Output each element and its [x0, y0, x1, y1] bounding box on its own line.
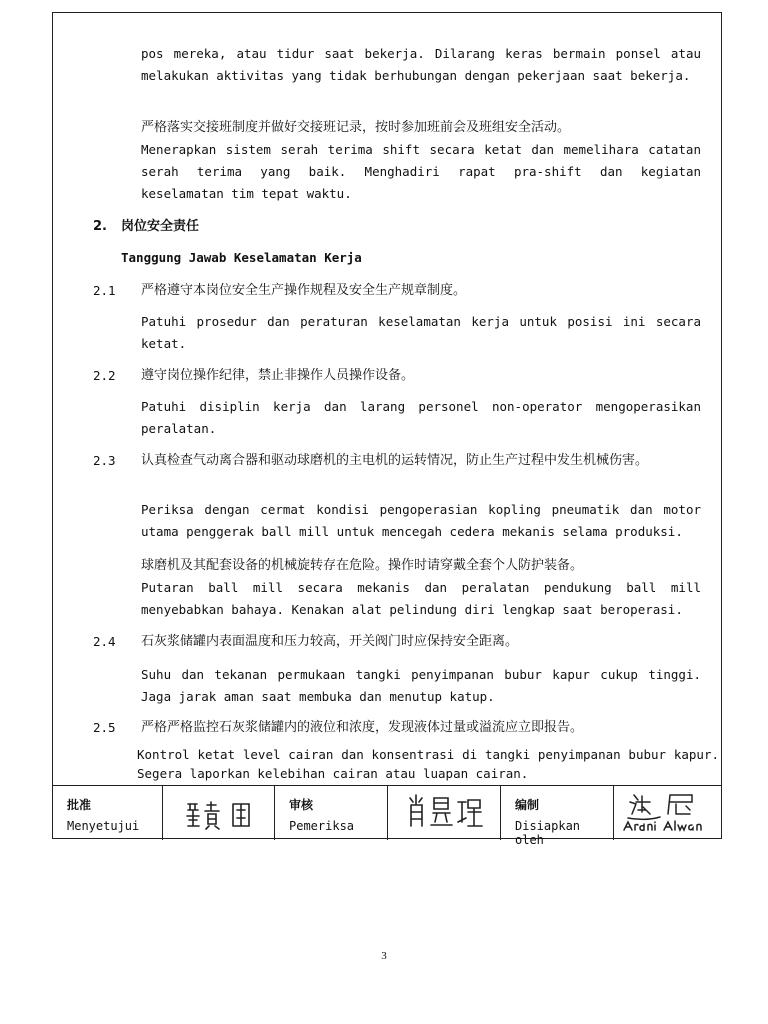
- preparer-signature: [620, 790, 716, 836]
- approver-signature-cell: [163, 786, 275, 840]
- item-en: Patuhi prosedur dan peraturan keselamatan kerja untuk posisi ini secara ketat.: [141, 314, 701, 351]
- document-body: [53, 13, 721, 786]
- review-label-zh: 审核: [289, 798, 314, 812]
- section-title-en: Tanggung Jawab Keselamatan Kerja: [121, 250, 362, 265]
- item-en: Suhu dan tekanan permukaan tangki penyimpanan bubur kapur cukup tinggi. Jaga jarak aman saat membuka dan menutup katup.: [141, 667, 701, 704]
- document-frame: [52, 12, 722, 847]
- item-zh: 严格严格监控石灰浆储罐内的液位和浓度，发现液体过量或溢流应立即报告。: [141, 720, 584, 735]
- intro-paragraph-1: pos mereka, atau tidur saat bekerja. Dilarang keras bermain ponsel atau melakukan aktivitas yang tidak berhubungan dengan pekerjaan saat bekerja.: [141, 46, 701, 83]
- item-zh: 遵守岗位操作纪律，禁止非操作人员操作设备。: [141, 368, 415, 383]
- item-zh: 严格遵守本岗位安全生产操作规程及安全生产规章制度。: [141, 283, 467, 298]
- intro-paragraph-2-en: Menerapkan sistem serah terima shift secara ketat dan memelihara catatan serah terima yang baik. Menghadiri rapat pra-shift dan kegiatan keselamatan tim tepat waktu.: [141, 142, 701, 201]
- item-number: 2.2: [93, 368, 116, 383]
- item-en: Patuhi disiplin kerja dan larang personel non-operator mengoperasikan peralatan.: [141, 399, 701, 436]
- item-en: Kontrol ketat level cairan dan konsentrasi di tangki penyimpanan bubur kapur. Segera laporkan kelebihan cairan atau luapan cairan.: [137, 747, 719, 781]
- item-en-2: Putaran ball mill secara mekanis dan peralatan pendukung ball mill menyebabkan bahaya. Kenakan alat pelindung diri lengkap saat beroperasi.: [141, 580, 701, 617]
- preparer-signature-cell: [614, 786, 721, 840]
- item-zh: 石灰浆储罐内表面温度和压力较高，开关阀门时应保持安全距离。: [141, 634, 519, 649]
- review-label-id: Pemeriksa: [289, 819, 355, 833]
- reviewer-signature-cell: [388, 786, 501, 840]
- approver-signature: [185, 796, 259, 830]
- prepare-label-cell: [501, 786, 614, 847]
- signoff-table: [53, 786, 721, 847]
- item-number: 2.1: [93, 283, 116, 298]
- approve-label-zh: 批准: [67, 798, 92, 812]
- item-number: 2.3: [93, 453, 116, 468]
- intro-paragraph-2-zh: 严格落实交接班制度并做好交接班记录，按时参加班前会及班组安全活动。: [141, 120, 571, 135]
- reviewer-signature: [406, 792, 486, 832]
- section-number: 2.: [93, 219, 107, 234]
- item-en: Periksa dengan cermat kondisi pengoperasian kopling pneumatik dan motor utama penggerak ball mill untuk mencegah cedera mekanis selama produksi.: [141, 502, 701, 539]
- prepare-label-zh: 编制: [515, 798, 540, 812]
- section-title-zh: 岗位安全责任: [121, 219, 200, 234]
- item-zh: 认真检查气动离合器和驱动球磨机的主电机的运转情况，防止生产过程中发生机械伤害。: [141, 453, 649, 468]
- approve-label-cell: [53, 786, 163, 840]
- approve-label-id: Menyetujui: [67, 819, 140, 833]
- item-number: 2.5: [93, 720, 116, 735]
- review-label-cell: [275, 786, 388, 840]
- page-number: 3: [381, 950, 387, 962]
- prepare-label-id: Disiapkan oleh: [515, 819, 581, 847]
- item-number: 2.4: [93, 634, 116, 649]
- item-zh-2: 球磨机及其配套设备的机械旋转存在危险。操作时请穿戴全套个人防护装备。: [141, 558, 584, 573]
